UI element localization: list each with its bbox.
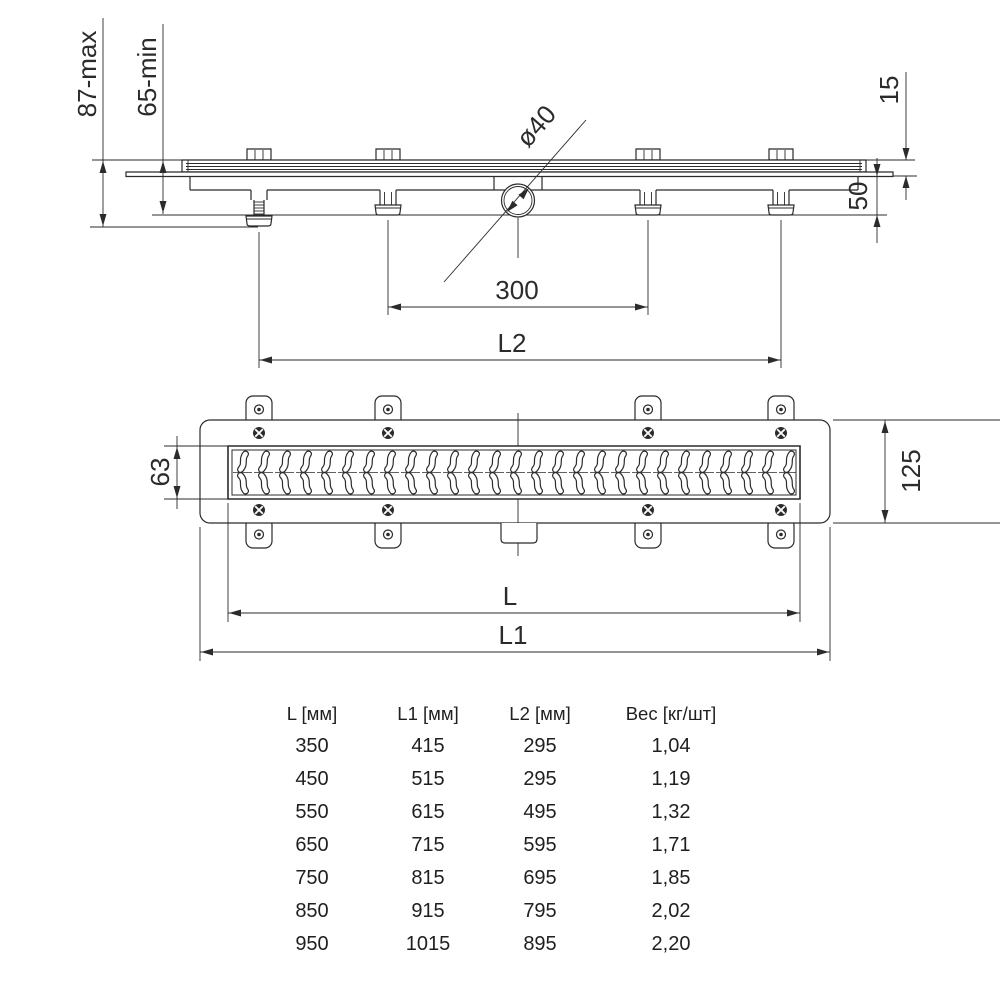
table-cell: 895 xyxy=(523,933,557,955)
size-table xyxy=(252,697,752,961)
table-cell: 915 xyxy=(411,900,445,922)
side-view-drawing xyxy=(90,149,917,227)
column-header-l: L [мм] xyxy=(286,702,338,724)
column-header-l2: L2 [мм] xyxy=(509,702,571,724)
dim-label-50: 50 xyxy=(843,181,873,211)
table-cell: 1,85 xyxy=(651,867,691,889)
table-cell: 2,20 xyxy=(651,933,691,955)
dim-label-87-max: 87-max xyxy=(72,30,102,118)
table-cell: 650 xyxy=(295,834,329,856)
table-cell: 1,71 xyxy=(651,834,691,856)
dim-label-l1: L1 xyxy=(498,620,528,650)
table-cell: 795 xyxy=(523,900,557,922)
dim-label-l: L xyxy=(502,581,518,611)
table-cell: 295 xyxy=(523,768,557,790)
table-cell: 295 xyxy=(523,735,557,757)
table-cell: 850 xyxy=(295,900,329,922)
table-cell: 695 xyxy=(523,867,557,889)
dim-label-300: 300 xyxy=(495,275,539,305)
dim-label-65-min: 65-min xyxy=(132,37,162,117)
table-cell: 2,02 xyxy=(651,900,691,922)
column-header-l1: L1 [мм] xyxy=(397,702,459,724)
table-cell: 1,04 xyxy=(651,735,691,757)
top-view-drawing xyxy=(200,396,830,556)
table-cell: 615 xyxy=(411,801,445,823)
dim-label-drain-diameter: ø40 xyxy=(509,99,563,153)
table-cell: 1,32 xyxy=(651,801,691,823)
table-cell: 415 xyxy=(411,735,445,757)
table-cell: 550 xyxy=(295,801,329,823)
table-cell: 350 xyxy=(295,735,329,757)
dim-label-63: 63 xyxy=(145,457,175,487)
table-cell: 515 xyxy=(411,768,445,790)
column-header-weight: Вес [кг/шт] xyxy=(625,702,717,724)
table-cell: 750 xyxy=(295,867,329,889)
table-cell: 715 xyxy=(411,834,445,856)
dim-label-125: 125 xyxy=(896,449,926,493)
table-cell: 815 xyxy=(411,867,445,889)
dim-label-l2: L2 xyxy=(497,328,527,358)
dim-label-15: 15 xyxy=(874,75,904,105)
table-cell: 950 xyxy=(295,933,329,955)
table-cell: 595 xyxy=(523,834,557,856)
table-cell: 1015 xyxy=(405,933,451,955)
table-cell: 1,19 xyxy=(651,768,691,790)
table-cell: 495 xyxy=(523,801,557,823)
table-cell: 450 xyxy=(295,768,329,790)
